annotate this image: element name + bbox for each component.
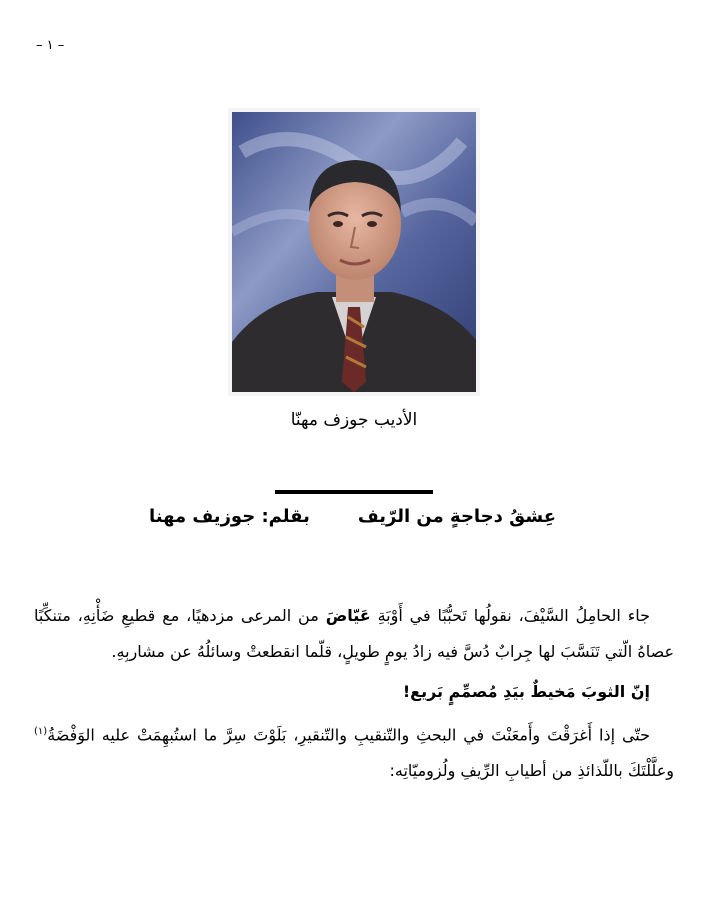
paragraph-1-part-1: جاء الحامِلُ السَّيْفَ، نقولُها تَحبُّبًا في أَوْبَةِ	[377, 606, 650, 625]
paragraph-3	[34, 714, 674, 789]
author-portrait	[232, 112, 476, 392]
paragraph-1	[34, 598, 674, 670]
paragraph-3-part-1: حتّى إذا أَغرَقْتَ وأَمعَنْتَ في البحثِ والتّنقيبِ والتّنقيرِ، بَلَوْتَ سِرَّ ما استُبهِمَتْ عليه الوَفْضَةُ	[47, 725, 650, 745]
portrait-frame	[228, 108, 480, 396]
article-author: بقلم: جوزيف مهنا	[148, 506, 310, 527]
page-number: – ١ –	[36, 38, 65, 53]
paragraph-3-part-2: وعلَّلْتَكَ باللّذائذِ من أطيابِ الرِّيفِ ولُزوميّاتِه:	[389, 761, 674, 781]
paragraph-1-name: عَيّاضَ	[325, 606, 371, 625]
paragraph-1-part-2: من المرعى مزدهيًا، مع قطيعِ ضَأْنِهِ، متنكِّبًا عصاهُ الّتي تَنَسَّبَ لها جِرابٌ دُسَّ فيه زادُ يومٍ طويلٍ، قلّما انقطعتْ وسائلُهُ عن مشاربِهِ.	[34, 606, 674, 661]
photo-caption: الأديب جوزف مهنّا	[290, 410, 418, 430]
article-heading	[149, 506, 556, 527]
article-title: عِشقُ دجاجةٍ من الرّيف	[357, 506, 556, 527]
quote-line: إنّ الثوبَ مَخيطٌ بيَدِ مُصمِّمٍ بَريع!	[402, 682, 650, 701]
footnote-marker[interactable]: (١)	[34, 726, 48, 737]
article-body	[34, 598, 674, 789]
title-rule	[275, 490, 433, 494]
